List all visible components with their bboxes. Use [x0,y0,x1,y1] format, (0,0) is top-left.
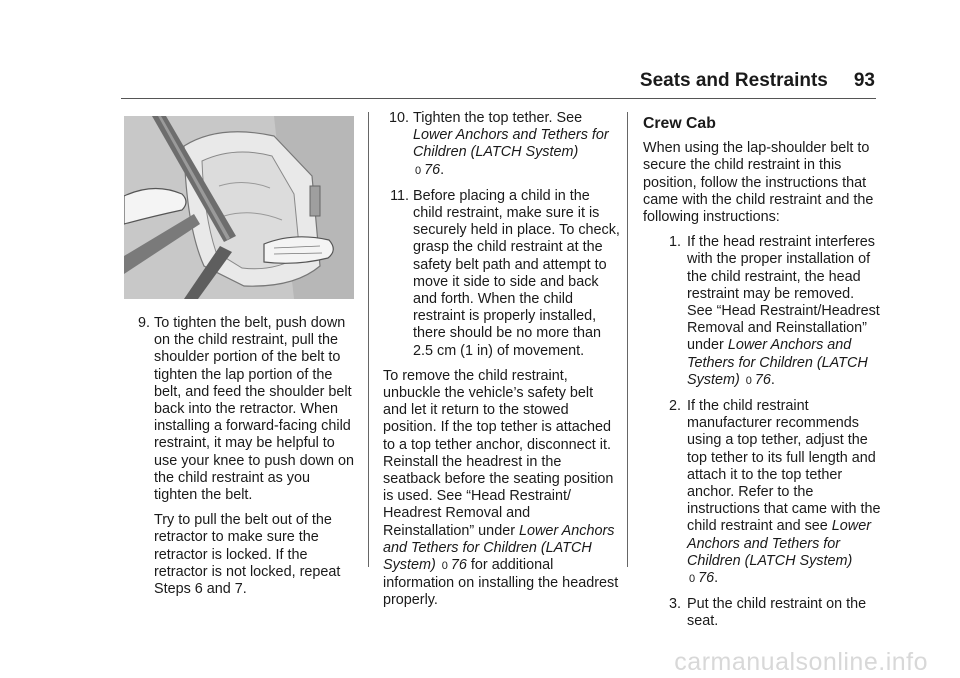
item-text: Tighten the top tether. See [413,110,583,126]
column-right [643,110,881,639]
section-heading: Crew Cab [643,115,716,132]
column-divider [368,112,369,567]
item-text: Before placing a child in the child restraint, make sure it is securely held in place. To check, grasp the child restraint at the safety belt path and attempt to move it side to side and back and forth. When the child restraint is properly installed, there should be no more than 2.5 cm (1 in) of movement. [413,187,620,359]
item-number: 9. [137,315,150,331]
item-number: 2. [668,398,681,415]
item-number: 3. [668,596,681,613]
cross-reference-link[interactable]: Lower Anchors and Tethers for Children (LATCH System) [687,518,871,569]
punctuation: . [714,570,719,587]
column-left [124,116,356,606]
cross-reference-link[interactable]: Lower Anchors and Tethers for Children (LATCH System) [687,337,868,388]
item-subparagraph: Try to pull the belt out of the retractor to make sure the retractor is locked. If the retractor is not locked, repeat Steps 6 and 7. [154,512,341,598]
item-number: 10. [388,110,409,126]
list-item [643,398,881,588]
list-item [383,110,621,180]
list-item [643,234,881,390]
list-item [124,315,356,504]
column-divider [627,112,628,567]
item-text: If the child restraint manufacturer recommends using a top tether, adjust the top tether to its full length and attach it to the top tether anchor. Refer to the instructions that came with the child restraint and see [687,398,881,535]
page-number: 93 [853,70,875,91]
section-title: Seats and Restraints [639,70,828,91]
header-rule [121,98,876,99]
item-number: 11. [390,187,409,204]
item-text: If the head restraint interferes with the proper installation of the child restraint, the head restraint may be removed. See “Head Restraint/Headrest Removal and Reinstallation” under [687,234,880,354]
page-ref-icon: 0 [441,560,448,573]
paragraph [383,368,621,610]
paragraph-text: for additional information on installing the headrest properly. [383,557,619,609]
intro-paragraph: When using the lap-shoulder belt to secure the child restraint in this position, follow the instructions that came with the child restraint and the following instructions: [643,140,874,226]
page-ref-icon: 0 [415,164,422,177]
list-item [643,596,881,630]
cross-reference-link[interactable]: Lower Anchors and Tethers for Children (LATCH System) [413,127,609,161]
site-watermark: carmanualsonline.info [674,648,928,676]
item-number: 1. [668,234,681,251]
cross-reference-link[interactable]: Lower Anchors and Tethers for Children (LATCH System) [383,522,615,574]
page-header [600,70,875,98]
punctuation: . [440,161,445,178]
page-ref-number[interactable]: 76 [754,371,771,388]
item-text: Put the child restraint on the seat. [687,596,867,630]
column-middle [383,110,621,618]
paragraph-text: To remove the child restraint, unbuckle the vehicle’s safety belt and let it return to the stowed position. If the top tether is attached to a top tether anchor, disconnect it. Reinstall the headrest in the seatback before the seating position is used. See “Head Restraint/ Headrest Removal and Reinstallation” under [383,367,614,539]
page-ref-number[interactable]: 76 [424,161,441,178]
list-item [383,188,621,360]
item-text: To tighten the belt, push down on the child restraint, pull the shoulder portion of the belt to tighten the lap portion of the belt, and feed the shoulder belt back into the retractor. When installing a forward-facing child restraint, it may be helpful to use your knee to push down on the child restraint as you tighten the belt. [154,315,355,504]
page-ref-icon: 0 [745,374,752,387]
punctuation: . [770,371,775,388]
child-restraint-illustration [124,116,354,299]
page-ref-number[interactable]: 76 [450,557,467,574]
page-ref-number[interactable]: 76 [698,570,715,587]
page-ref-icon: 0 [689,573,696,586]
